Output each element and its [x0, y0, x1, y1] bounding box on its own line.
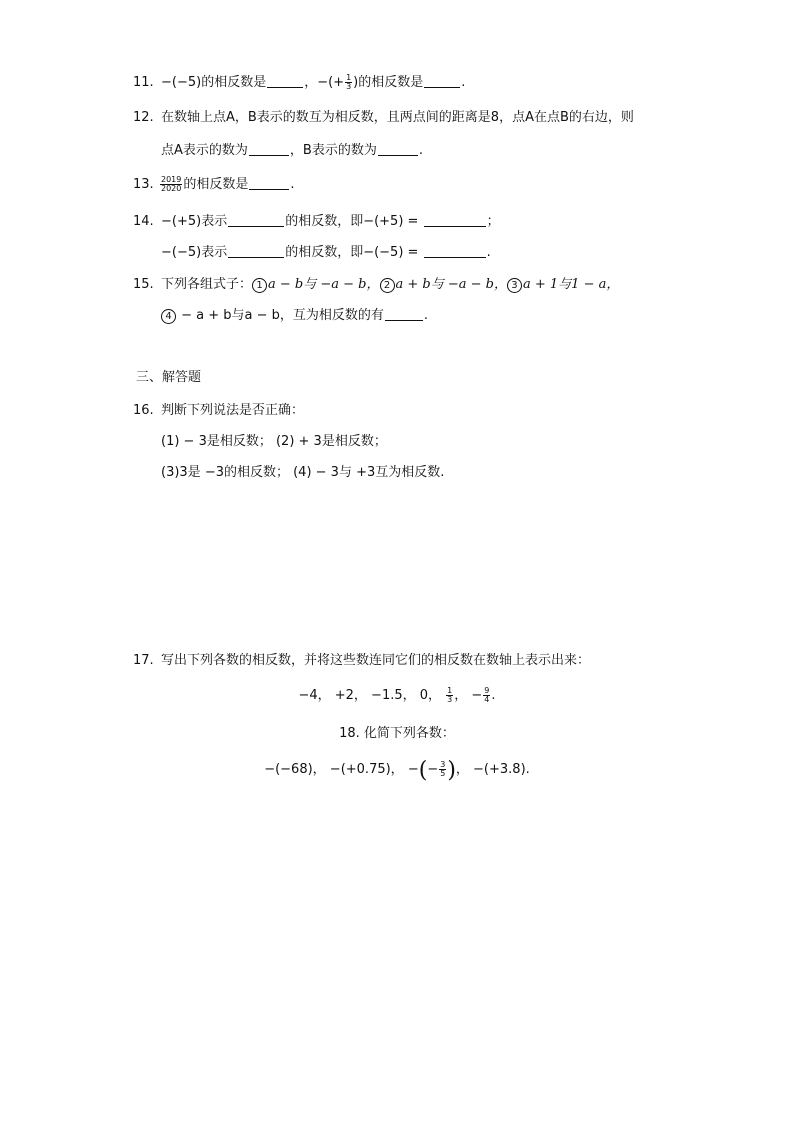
q16-line1: (1) − 3是相反数； (2) + 3是相反数； — [161, 434, 387, 449]
q12-line1: 在数轴上点A，B表示的数互为相反数，且两点间的距离是8，点A在点B的右边，则 — [161, 110, 634, 125]
q15-expr1: a − b与 −a − b， — [268, 277, 380, 292]
q11-part2: ，−(+ — [304, 75, 345, 90]
q15-line1 — [161, 275, 619, 295]
left-paren: ( — [418, 758, 428, 783]
q17-intro: 写出下列各数的相反数，并将这些数连同它们的相反数在数轴上表示出来： — [161, 653, 591, 668]
q11-part1: −(−5)的相反数是 — [161, 75, 267, 90]
q15-end: . — [423, 308, 429, 323]
q13-text — [159, 175, 295, 195]
q11-end: . — [461, 75, 466, 90]
q11-part3: )的相反数是 — [353, 75, 424, 90]
q15-number: 15. — [133, 277, 154, 292]
q18-number: 18. — [339, 726, 360, 741]
q12-l2a: 点A表示的数为 — [161, 143, 248, 158]
q15-line2 — [161, 306, 428, 326]
q14-blank-3[interactable] — [228, 245, 284, 258]
q16-intro: 判断下列说法是否正确： — [161, 403, 305, 418]
q18-intro: 化简下列各数： — [363, 726, 455, 741]
q17-list-b: ， − — [454, 688, 483, 703]
q12-end: . — [418, 143, 423, 158]
q17-list-a: −4， +2， −1.5， 0， — [298, 688, 442, 703]
q18-heading — [0, 724, 794, 744]
q15-blank[interactable] — [385, 308, 423, 321]
q11-text — [161, 73, 465, 93]
section-3-heading: 三、解答题 — [136, 370, 202, 385]
q17-fraction-1: $\frac{1}{3}$ — [447, 686, 453, 704]
q12-l2b: ，B表示的数为 — [289, 143, 377, 158]
q16-line2: (3)3是 −3的相反数； (4) − 3与 +3互为相反数. — [161, 465, 445, 480]
q14-l1a: −(+5)表示 — [161, 214, 228, 229]
q13-fraction: $\frac{2019}{2020}$ — [161, 175, 182, 193]
q11-blank-1[interactable] — [267, 75, 303, 88]
q11-fraction: $\frac{1}{3}$ — [346, 73, 352, 91]
q14-l2end: . — [486, 245, 491, 260]
q14-blank-4[interactable] — [424, 245, 486, 258]
q17-number: 17. — [133, 653, 154, 668]
q17-fraction-2: $\frac{9}{4}$ — [484, 686, 490, 704]
q12-blank-1[interactable] — [249, 143, 289, 156]
circled-number-1: 1 — [252, 278, 267, 293]
circled-number-2: 2 — [380, 278, 395, 293]
q14-blank-1[interactable] — [228, 214, 284, 227]
q15-expr2: a + b与 −a − b， — [395, 277, 507, 292]
circled-number-4: 4 — [161, 309, 176, 324]
q18-part2: ， −(+3.8). — [455, 762, 530, 777]
q18-expression: −(−68)， −(+0.75)， −(− $\frac{3}{5}$ )， −(+3.8). — [264, 758, 530, 783]
q14-number: 14. — [133, 214, 154, 229]
q14-line1 — [161, 212, 500, 232]
q13-blank[interactable] — [249, 177, 289, 190]
q14-line2 — [161, 243, 491, 263]
q12-blank-2[interactable] — [378, 143, 418, 156]
q18-part1: −(−68)， −(+0.75)， − — [264, 762, 419, 777]
q15-expr3: a + 1与1 − a， — [522, 277, 620, 292]
q18-fraction: $\frac{3}{5}$ — [440, 760, 446, 778]
q14-blank-2[interactable] — [424, 214, 486, 227]
q12-line2 — [161, 141, 423, 161]
q17-end: . — [491, 688, 496, 703]
q14-l2b: 的相反数，即−(−5) = — [285, 245, 419, 260]
q13-number: 13. — [133, 177, 154, 192]
right-paren: ) — [447, 758, 456, 783]
q17-number-list — [0, 686, 794, 706]
q16-number: 16. — [133, 403, 154, 418]
q14-l1end: ； — [486, 214, 500, 229]
q14-l1b: 的相反数，即−(+5) = — [285, 214, 419, 229]
q13-part: 的相反数是 — [183, 177, 249, 192]
q12-number: 12. — [133, 110, 154, 125]
circled-number-3: 3 — [507, 278, 522, 293]
q11-number: 11. — [133, 75, 154, 90]
q15-intro: 下列各组式子： — [161, 277, 253, 292]
q15-expr4: − a + b与a − b，互为相反数的有 — [177, 308, 384, 323]
q14-l2a: −(−5)表示 — [161, 245, 228, 260]
q11-blank-2[interactable] — [424, 75, 460, 88]
q13-end: . — [290, 177, 295, 192]
